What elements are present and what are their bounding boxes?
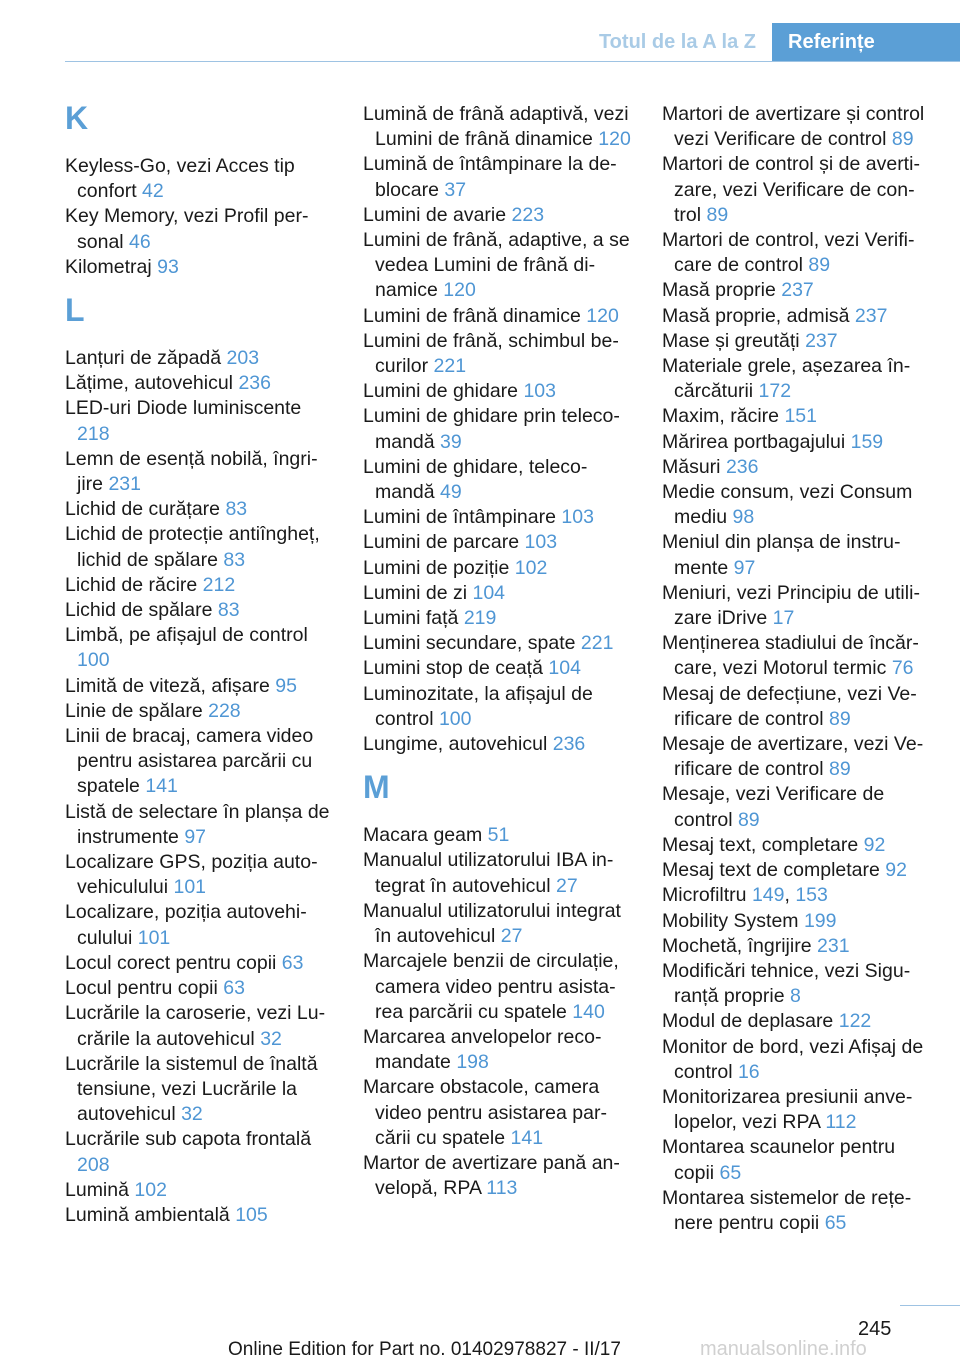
index-entry xyxy=(65,951,337,976)
page-link[interactable]: 100 xyxy=(438,707,472,730)
page-link[interactable]: 223 xyxy=(511,203,545,226)
page-link[interactable]: 93 xyxy=(157,255,179,278)
index-entry xyxy=(65,800,337,850)
index-entry-text: Lungime, autovehicul xyxy=(363,733,548,756)
index-entry-text: Lumină xyxy=(65,1178,129,1201)
page-link[interactable]: 237 xyxy=(854,304,888,327)
index-entry xyxy=(662,858,934,883)
index-entry-text: Lumini stop de ceață xyxy=(363,657,543,680)
page-link[interactable]: 16 xyxy=(737,1060,760,1083)
page-link[interactable]: 83 xyxy=(217,599,240,622)
index-entry xyxy=(363,823,635,848)
index-entry xyxy=(363,1025,635,1075)
index-entry-text: Monitorizarea presiunii anvelopelor, vezi RPA xyxy=(662,1085,913,1134)
index-entry-text: Lucrările sub capota frontală xyxy=(65,1128,312,1151)
index-entry-text: Locul pentru copii xyxy=(65,977,218,1000)
index-entry xyxy=(363,404,635,454)
index-entry xyxy=(363,1151,635,1201)
page-link[interactable]: 151 xyxy=(784,405,817,428)
index-entry xyxy=(363,556,635,581)
index-entry xyxy=(65,204,337,254)
page-link[interactable]: 141 xyxy=(510,1126,544,1149)
index-entry-text: Lumini față xyxy=(363,607,459,630)
index-entry xyxy=(662,530,934,580)
index-entry-text: Luminozitate, la afișajul de control xyxy=(363,682,593,730)
page-link[interactable]: 236 xyxy=(552,733,586,756)
page-link[interactable]: 105 xyxy=(235,1203,268,1226)
index-entry-text: Montarea sistemelor de rețenere pentru copii xyxy=(662,1186,912,1234)
index-entry-text: Lucrările la caroserie, vezi Lucrările la autovehicul xyxy=(65,1002,326,1050)
page-link[interactable]: 92 xyxy=(885,859,907,882)
index-entry-text: Lumini de ghidare, telecomandă xyxy=(363,455,588,504)
page-number: 245 xyxy=(858,1318,892,1340)
page-link[interactable]: 237 xyxy=(781,279,814,302)
page-link[interactable]: 140 xyxy=(572,1000,605,1023)
index-entry-text: Lățime, autovehicul xyxy=(65,372,234,395)
page-link[interactable]: 83 xyxy=(225,498,248,521)
index-entry xyxy=(363,304,635,329)
page-link[interactable]: 92 xyxy=(863,833,886,856)
page-link[interactable]: 198 xyxy=(456,1051,489,1074)
index-letter-heading: L xyxy=(65,292,85,329)
page-link[interactable]: 46 xyxy=(129,230,151,253)
index-entry-text: Mesaje de avertizare, vezi Verificare de control xyxy=(662,733,924,781)
index-entry-text: Martori de control, vezi Verificare de control xyxy=(662,229,915,277)
page-link[interactable]: 120 xyxy=(443,279,476,302)
index-entry-text: Locul corect pentru copii xyxy=(65,951,277,974)
index-entry-text: Meniuri, vezi Principiu de utilizare iDrive xyxy=(662,581,920,630)
page-link[interactable]: 221 xyxy=(433,355,467,378)
page-link[interactable]: 97 xyxy=(733,556,756,579)
page-link[interactable]: 89 xyxy=(829,707,851,730)
index-entry-text: Lumini de întâmpinare xyxy=(363,506,556,529)
index-entry-text: Lumini de frână, schimbul becurilor xyxy=(363,329,619,378)
index-entry-text: Mesaj text de completare xyxy=(662,859,880,882)
index-entry xyxy=(363,228,635,304)
index-letter-heading: M xyxy=(363,769,390,806)
index-entry xyxy=(65,154,337,204)
index-entry-text: Lumini de frână dinamice xyxy=(363,304,581,327)
page-link[interactable]: 149 xyxy=(751,884,785,907)
index-entry-text: Key Memory, vezi Profil personal xyxy=(65,205,309,253)
index-entry-text: Meniul din planșa de instrumente xyxy=(662,531,901,579)
watermark: manualsonline.info xyxy=(700,1338,867,1360)
index-entry-text: Kilometraj xyxy=(65,255,152,278)
index-entry xyxy=(363,530,635,555)
page-link[interactable]: 104 xyxy=(548,657,581,680)
index-entry xyxy=(662,782,934,832)
index-entry xyxy=(363,606,635,631)
page-link[interactable]: 100 xyxy=(77,649,110,672)
page-link[interactable]: 236 xyxy=(725,455,759,478)
index-entry-text: Lumină de întâmpinare la deblocare xyxy=(363,153,617,201)
index-entry-text: Localizare GPS, poziția autovehiculului xyxy=(65,851,318,899)
page-link[interactable]: 37 xyxy=(444,178,467,201)
index-entry-text: Limbă, pe afișajul de control xyxy=(65,624,308,647)
page-link[interactable]: 65 xyxy=(719,1161,742,1184)
page-link[interactable]: 120 xyxy=(598,128,631,151)
index-entry xyxy=(65,522,337,572)
page-link[interactable]: 218 xyxy=(77,422,110,445)
index-entry-text: Macara geam xyxy=(363,824,483,847)
page-link[interactable]: 17 xyxy=(772,607,795,630)
index-entry-text: Martor de avertizare pană anvelopă, RPA xyxy=(363,1151,620,1200)
index-entry xyxy=(65,346,337,371)
page-link[interactable]: 98 xyxy=(732,506,755,529)
index-entry xyxy=(662,959,934,1009)
index-entry-text: Lichid de răcire xyxy=(65,573,198,596)
page-link[interactable]: 51 xyxy=(487,824,510,847)
index-entry-text: Mesaje, vezi Verificare de control xyxy=(662,783,885,831)
index-entry xyxy=(65,850,337,900)
index-entry xyxy=(65,1001,337,1051)
index-entry xyxy=(662,581,934,631)
page-link[interactable]: 103 xyxy=(523,380,556,403)
page-link[interactable]: 208 xyxy=(77,1153,110,1176)
index-entry-text: Listă de selectare în planșa de instrumente xyxy=(65,800,330,848)
page-link[interactable]: 65 xyxy=(824,1211,847,1234)
index-entry-text: Maxim, răcire xyxy=(662,405,780,428)
index-entry-text: Localizare, poziția autovehiculului xyxy=(65,901,307,949)
index-entry xyxy=(363,102,635,152)
index-entry xyxy=(662,102,934,152)
page-link[interactable]: 172 xyxy=(758,380,792,403)
page-link[interactable]: 63 xyxy=(223,977,245,1000)
index-entry xyxy=(662,934,934,959)
index-entry-text: Lichid de protecție antiîngheț, lichid de spălare xyxy=(65,523,320,571)
index-entry xyxy=(662,329,934,354)
header-rule xyxy=(65,61,960,62)
index-column-3 xyxy=(662,102,934,1236)
index-entry-text: Materiale grele, așezarea încărcăturii xyxy=(662,355,911,403)
index-entry xyxy=(363,379,635,404)
index-entry-text: Mochetă, îngrijire xyxy=(662,934,812,957)
index-entry-text: Lumini de poziție xyxy=(363,556,510,579)
page-link[interactable]: 231 xyxy=(817,934,850,957)
index-entry xyxy=(363,1075,635,1151)
index-entry xyxy=(65,699,337,724)
index-entry-text: Montarea scaunelor pentru copii xyxy=(662,1136,896,1184)
page-link[interactable]: 49 xyxy=(440,481,462,504)
footer-rule xyxy=(900,1305,960,1306)
page-link[interactable]: 221 xyxy=(580,632,614,655)
index-entry-text: Mărirea portbagajului xyxy=(662,430,846,453)
index-entry xyxy=(662,152,934,228)
index-entry xyxy=(65,1052,337,1128)
page-header xyxy=(579,23,960,61)
index-entry-text: Linii de bracaj, camera video pentru asistarea parcării cu spatele xyxy=(65,725,314,798)
page-link[interactable]: 8 xyxy=(790,985,801,1008)
index-entry-text: Lumini secundare, spate xyxy=(363,632,576,655)
page-link[interactable]: 32 xyxy=(260,1027,282,1050)
index-entry-text: Lanțuri de zăpadă xyxy=(65,347,222,370)
index-entry xyxy=(65,598,337,623)
page-link[interactable]: 27 xyxy=(556,874,578,897)
index-entry xyxy=(65,1178,337,1203)
index-entry-text: Lumină ambientală xyxy=(65,1203,230,1226)
page-link[interactable]: 103 xyxy=(524,531,558,554)
page-link[interactable]: 199 xyxy=(803,909,837,932)
index-column-2 xyxy=(363,102,635,1201)
index-entry-text: Martori de control și de avertizare, vezi Verificare de control xyxy=(662,153,920,226)
index-entry-text: Lucrările la sistemul de înaltă tensiune, vezi Lucrările la autovehicul xyxy=(65,1052,318,1126)
index-entry xyxy=(65,900,337,950)
index-entry xyxy=(65,674,337,699)
index-entry xyxy=(363,848,635,898)
chapter-tab: Referințe xyxy=(772,23,960,61)
index-entry xyxy=(662,480,934,530)
page-link[interactable]: 42 xyxy=(142,180,164,203)
index-entry xyxy=(662,732,934,782)
index-column-1 xyxy=(65,102,337,1228)
index-entry-text: Marcarea anvelopelor recomandate xyxy=(363,1025,602,1074)
index-entry-text: Măsuri xyxy=(662,455,721,478)
index-entry-text: Marcare obstacole, camera video pentru asistarea parcării cu spatele xyxy=(363,1076,607,1149)
index-entry-text: Manualul utilizatorului IBA integrat în autovehicul xyxy=(363,849,614,897)
index-entry xyxy=(65,573,337,598)
page-link[interactable]: 103 xyxy=(561,506,594,529)
index-entry xyxy=(662,354,934,404)
index-entry-text: LED-uri Diode luminiscente xyxy=(65,397,302,420)
index-entry xyxy=(363,682,635,732)
index-entry-text: Modul de deplasare xyxy=(662,1010,834,1033)
page-link[interactable]: 112 xyxy=(825,1111,857,1134)
index-entry xyxy=(363,581,635,606)
index-entry xyxy=(363,203,635,228)
page-link[interactable]: 39 xyxy=(440,430,462,453)
index-entry-text: Mesaj de defecțiune, vezi Verificare de control xyxy=(662,682,917,730)
page-link[interactable]: 32 xyxy=(181,1103,203,1126)
index-entry xyxy=(65,396,337,446)
page-link[interactable]: 83 xyxy=(223,548,246,571)
index-entry-text: Lemn de esență nobilă, îngrijire xyxy=(65,447,318,496)
page-link[interactable]: 231 xyxy=(108,473,141,496)
index-entry-text: Linie de spălare xyxy=(65,699,203,722)
index-entry xyxy=(65,1127,337,1177)
page-link[interactable]: 27 xyxy=(500,925,523,948)
index-entry xyxy=(65,976,337,1001)
index-entry xyxy=(65,724,337,800)
index-entry-text: Martori de avertizare și control vezi Verificare de control xyxy=(662,103,925,151)
page-link[interactable]: 89 xyxy=(829,758,851,781)
index-entry-text: Mesaj text, completare xyxy=(662,833,859,856)
index-entry-text: Masă proprie, admisă xyxy=(662,304,850,327)
index-entry xyxy=(363,949,635,1025)
index-entry xyxy=(363,505,635,530)
index-entry-text: Manualul utilizatorului integrat în autovehicul xyxy=(363,899,621,948)
index-entry-text: Lumini de ghidare xyxy=(363,380,519,403)
index-entry-text: Lumini de parcare xyxy=(363,531,520,554)
index-entry xyxy=(363,656,635,681)
index-entry-text: Lumini de ghidare prin telecomandă xyxy=(363,405,620,453)
index-entry-text: Lichid de curățare xyxy=(65,498,221,521)
page-link[interactable]: 76 xyxy=(891,657,914,680)
page-link[interactable]: 228 xyxy=(208,699,241,722)
page-link[interactable]: 101 xyxy=(173,876,207,899)
index-entry xyxy=(662,1085,934,1135)
index-entry-text: Menținerea stadiului de încărcare, vezi Motorul termic xyxy=(662,632,919,680)
index-entry xyxy=(662,1009,934,1034)
index-entry xyxy=(65,255,337,280)
page-link[interactable]: 122 xyxy=(838,1010,872,1033)
index-entry xyxy=(65,623,337,673)
index-entry xyxy=(662,909,934,934)
edition-note: Online Edition for Part no. 01402978827 - II/17 xyxy=(228,1339,621,1360)
page-link[interactable]: 95 xyxy=(275,674,297,697)
index-entry xyxy=(662,430,934,455)
index-entry xyxy=(662,833,934,858)
index-entry xyxy=(662,278,934,303)
page-link[interactable]: 102 xyxy=(514,556,548,579)
index-entry xyxy=(363,455,635,505)
page-link[interactable]: 89 xyxy=(706,203,729,226)
index-entry xyxy=(363,152,635,202)
index-entry-text: Mobility System xyxy=(662,909,799,932)
index-entry-text: Mase și greutăți xyxy=(662,329,800,352)
page-link[interactable]: 104 xyxy=(472,581,506,604)
index-entry xyxy=(662,404,934,429)
page-link[interactable]: 102 xyxy=(134,1178,167,1201)
index-letter-heading: K xyxy=(65,100,89,136)
page-link[interactable]: 236 xyxy=(238,372,271,395)
index-entry xyxy=(65,447,337,497)
page-link[interactable]: 141 xyxy=(145,775,178,798)
index-entry-text: Marcajele benzii de circulație, camera video pentru asistarea parcării cu spatele xyxy=(363,950,619,1023)
page-link[interactable]: 203 xyxy=(226,347,260,370)
index-entry xyxy=(363,899,635,949)
page-link[interactable]: 63 xyxy=(281,951,304,974)
page-link[interactable]: 237 xyxy=(805,329,838,352)
index-entry xyxy=(65,371,337,396)
page-link[interactable]: 89 xyxy=(891,128,914,151)
index-entry xyxy=(662,682,934,732)
index-entry xyxy=(662,228,934,278)
page-link[interactable]: 97 xyxy=(184,825,207,848)
index-entry xyxy=(363,631,635,656)
index-entry-text: Microfiltru xyxy=(662,884,747,907)
page-link[interactable]: 212 xyxy=(202,573,236,596)
index-entry-text: Lumină de frână adaptivă, vezi Lumini de frână dinamice xyxy=(363,103,629,151)
page-link[interactable]: 113 xyxy=(486,1177,518,1200)
index-entry xyxy=(662,304,934,329)
index-entry-text: Medie consum, vezi Consum mediu xyxy=(662,481,913,529)
section-title: Totul de la A la Z xyxy=(598,30,756,53)
index-entry-text: Lichid de spălare xyxy=(65,599,213,622)
page-link[interactable]: 219 xyxy=(463,607,497,630)
index-entry xyxy=(65,497,337,522)
index-entry xyxy=(662,1035,934,1085)
index-entry-text: Lumini de zi xyxy=(363,581,468,604)
index-entry xyxy=(662,455,934,480)
index-entry-text: Monitor de bord, vezi Afișaj de control xyxy=(662,1035,924,1083)
index-entry-text: Keyless-Go, vezi Acces tip confort xyxy=(65,155,295,203)
index-entry xyxy=(662,631,934,681)
index-entry-text: Masă proprie xyxy=(662,279,776,302)
index-entry-text: Lumini de avarie xyxy=(363,203,507,226)
index-entry xyxy=(65,1203,337,1228)
page-link[interactable]: 101 xyxy=(137,926,171,949)
index-entry: Microfiltru 149, 153 xyxy=(662,884,828,907)
index-entry-text: Modificări tehnice, vezi Siguranță proprie xyxy=(662,959,911,1008)
index-entry-text: Lumini de frână, adaptive, a se vedea Lumini de frână dinamice xyxy=(363,229,630,302)
page-link[interactable]: 89 xyxy=(737,808,760,831)
index-entry xyxy=(662,1135,934,1185)
page-link[interactable]: 89 xyxy=(808,254,831,277)
index-entry xyxy=(363,329,635,379)
page-link[interactable]: 120 xyxy=(586,304,619,327)
page-link[interactable]: 159 xyxy=(850,430,884,453)
page-link[interactable]: 153 xyxy=(795,884,828,907)
index-entry xyxy=(363,732,635,757)
index-entry-text: Limită de viteză, afișare xyxy=(65,674,270,697)
index-entry xyxy=(662,1186,934,1236)
